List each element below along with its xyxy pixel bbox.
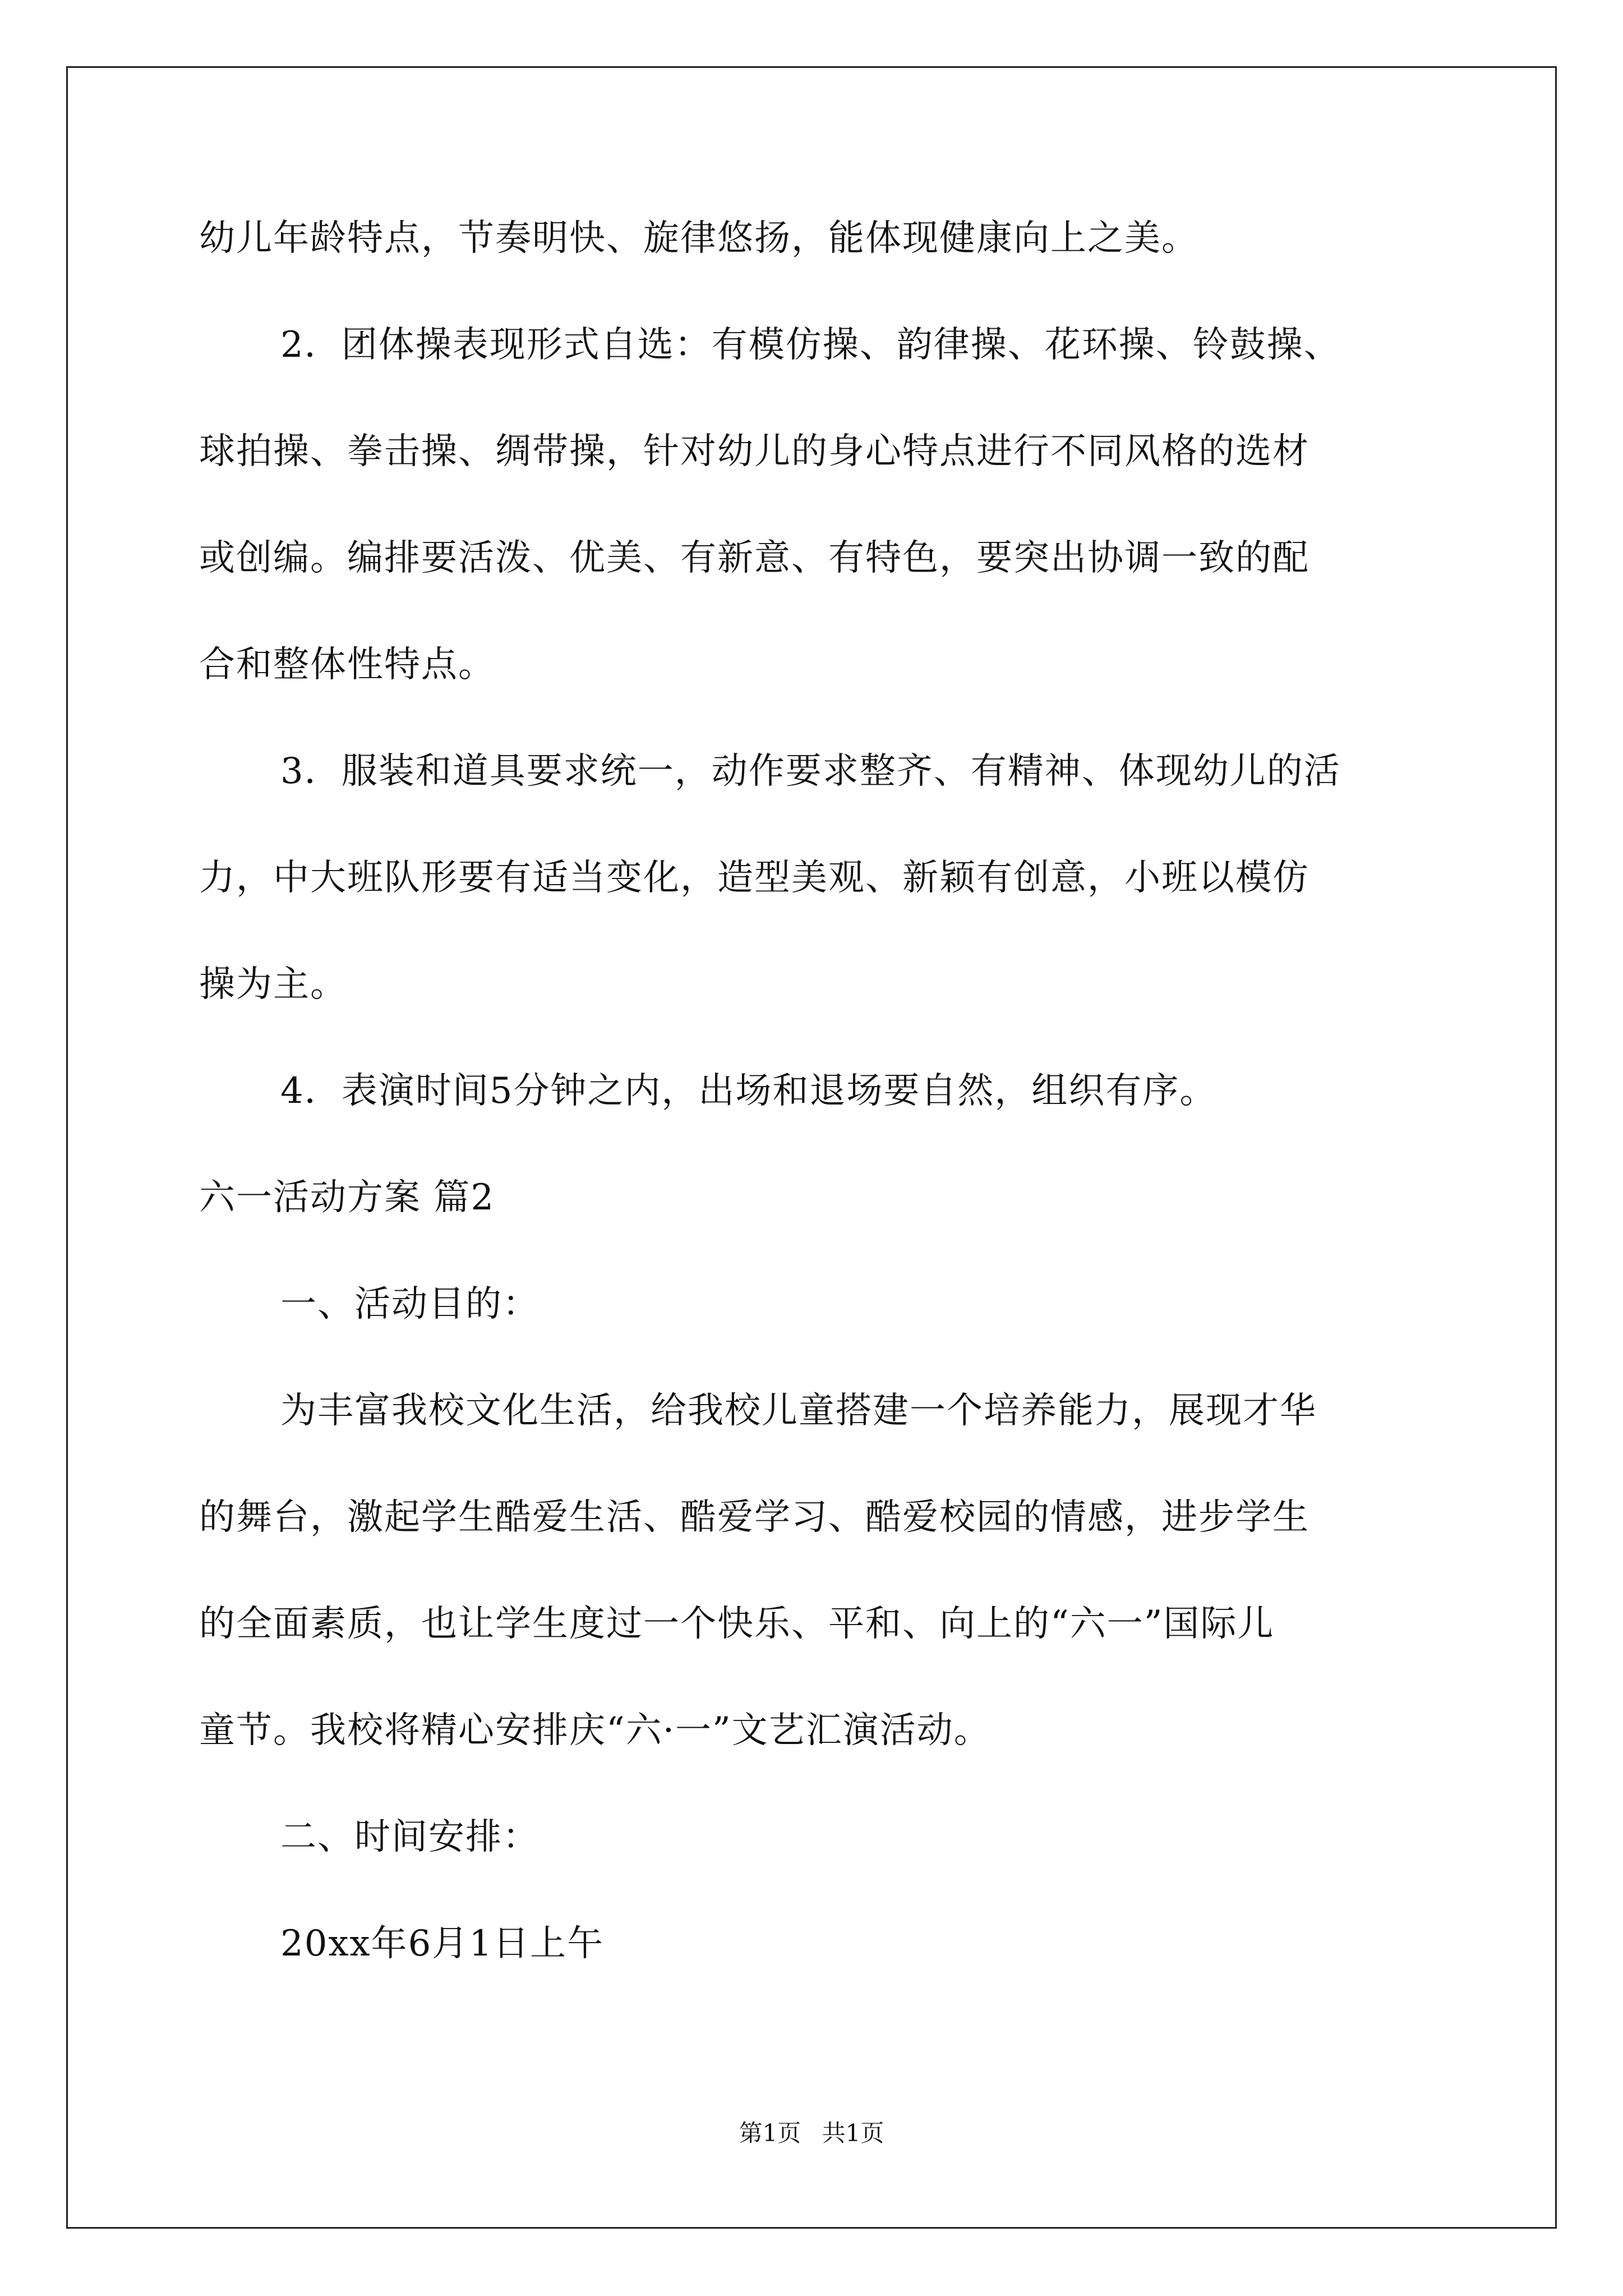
text-line: 力，中大班队形要有适当变化，造型美观、新颖有创意，小班以模仿 — [199, 857, 1310, 899]
text-line: 幼儿年龄特点，节奏明快、旋律悠扬，能体现健康向上之美。 — [199, 218, 1198, 259]
text-line: 球拍操、拳击操、绸带操，针对幼儿的身心特点进行不同风格的选材 — [199, 431, 1310, 472]
text-line: 4．表演时间5分钟之内，出场和退场要自然，组织有序。 — [280, 1070, 1217, 1112]
page-footer — [0, 2118, 1623, 2149]
text-line: 或创编。编排要活泼、优美、有新意、有特色，要突出协调一致的配 — [199, 537, 1310, 579]
text-line: 的全面素质，也让学生度过一个快乐、平和、向上的“六一”国际儿 — [199, 1603, 1275, 1645]
page-number: 第1页 — [739, 2119, 801, 2147]
text-line: 童节。我校将精心安排庆“六·一”文艺汇演活动。 — [199, 1710, 991, 1751]
subsection-heading: 一、活动目的： — [280, 1283, 540, 1325]
page-border — [66, 66, 1557, 2229]
text-line: 20xx年6月1日上午 — [280, 1923, 605, 1964]
text-line: 合和整体性特点。 — [199, 644, 495, 685]
text-line: 3．服装和道具要求统一，动作要求整齐、有精神、体现幼儿的活 — [280, 751, 1341, 792]
page-total: 共1页 — [822, 2119, 884, 2147]
text-line: 的舞台，激起学生酷爱生活、酷爱学习、酷爱校园的情感，进步学生 — [199, 1497, 1310, 1538]
text-line: 为丰富我校文化生活，给我校儿童搭建一个培养能力，展现才华 — [280, 1390, 1317, 1432]
subsection-heading: 二、时间安排： — [280, 1816, 540, 1858]
section-heading: 六一活动方案 篇2 — [199, 1177, 495, 1218]
text-line: 操为主。 — [199, 964, 347, 1005]
text-line: 2．团体操表现形式自选：有模仿操、韵律操、花环操、铃鼓操、 — [280, 324, 1341, 366]
